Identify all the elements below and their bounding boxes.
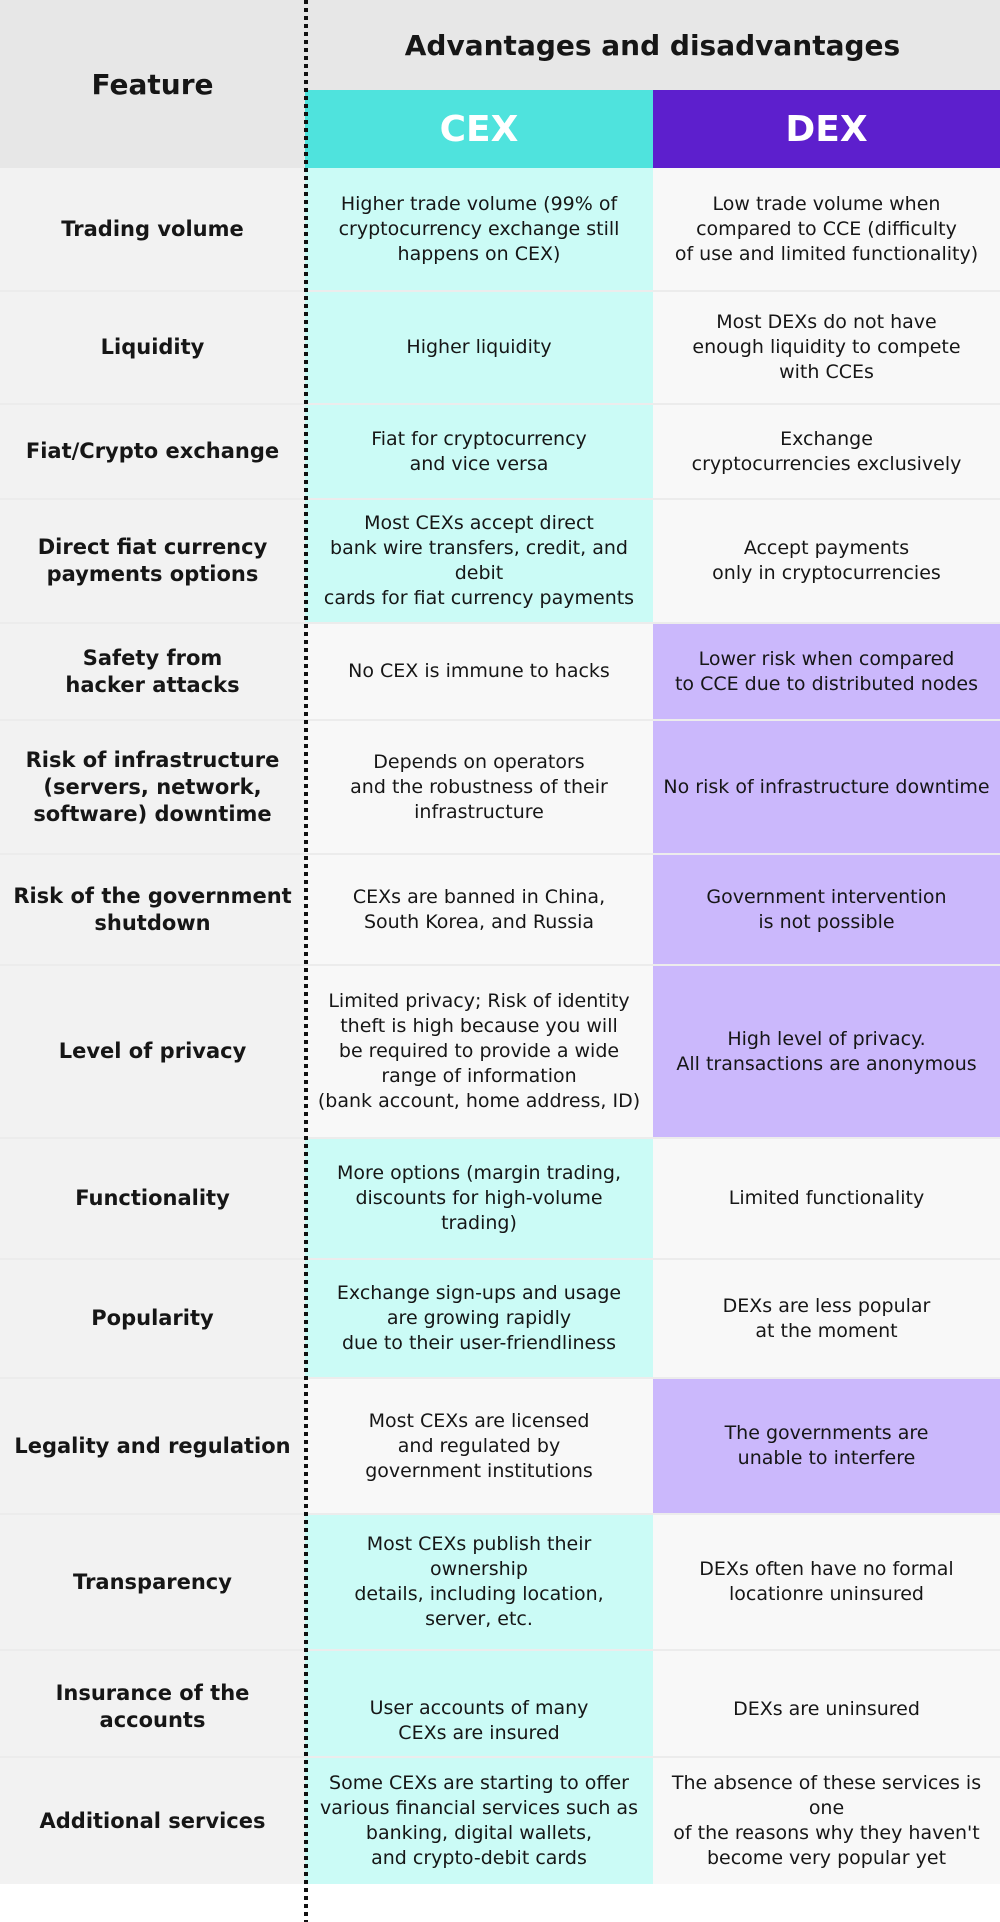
cex-cell: More options (margin trading, discounts for high-volume trading): [305, 1139, 653, 1258]
dex-cell: The absence of these services is one of the reasons why they haven't become very popular yet: [653, 1758, 1000, 1884]
dex-cell: High level of privacy. All transactions are anonymous: [653, 966, 1000, 1137]
dex-cell: No risk of infrastructure downtime: [653, 721, 1000, 853]
dex-cell: Lower risk when compared to CCE due to distributed nodes: [653, 624, 1000, 719]
feature-cell: Direct fiat currency payments options: [0, 500, 305, 622]
cex-cell: Limited privacy; Risk of identity theft is high because you will be required to provide a wide range of information (bank account, home address, ID): [305, 966, 653, 1137]
feature-cell: Insurance of the accounts: [0, 1651, 305, 1756]
table-row: [0, 624, 1000, 721]
table-row: [0, 1758, 1000, 1884]
feature-cell: Legality and regulation: [0, 1379, 305, 1513]
advantages-title: Advantages and disadvantages: [305, 0, 1000, 90]
feature-cell: Fiat/Crypto exchange: [0, 405, 305, 498]
table-row: [0, 1515, 1000, 1651]
cex-cell: Most CEXs are licensed and regulated by government institutions: [305, 1379, 653, 1513]
table-row: [0, 292, 1000, 405]
table-row: [0, 500, 1000, 624]
cex-cell: Exchange sign-ups and usage are growing rapidly due to their user-friendliness: [305, 1260, 653, 1377]
dex-cell: DEXs are uninsured: [653, 1651, 1000, 1756]
feature-cell: Additional services: [0, 1758, 305, 1884]
cex-cell: Fiat for cryptocurrency and vice versa: [305, 405, 653, 498]
feature-cell: Level of privacy: [0, 966, 305, 1137]
table-row: [0, 966, 1000, 1139]
table-row: [0, 1260, 1000, 1379]
dex-cell: Exchange cryptocurrencies exclusively: [653, 405, 1000, 498]
feature-cell: Functionality: [0, 1139, 305, 1258]
feature-cell: Risk of infrastructure (servers, network, software) downtime: [0, 721, 305, 853]
table-body: [0, 168, 1000, 1884]
feature-cell: Popularity: [0, 1260, 305, 1377]
dex-cell: Government intervention is not possible: [653, 855, 1000, 964]
dex-cell: Limited functionality: [653, 1139, 1000, 1258]
cex-cell: Depends on operators and the robustness of their infrastructure: [305, 721, 653, 853]
table-row: [0, 168, 1000, 292]
table-row: [0, 1139, 1000, 1260]
cex-cell: CEXs are banned in China, South Korea, and Russia: [305, 855, 653, 964]
table-row: [0, 1651, 1000, 1758]
cex-cell: Most CEXs publish their ownership details, including location, server, etc.: [305, 1515, 653, 1649]
feature-cell: Trading volume: [0, 168, 305, 290]
feature-cell: Transparency: [0, 1515, 305, 1649]
advantages-header-group: [305, 0, 1000, 168]
cex-cell: No CEX is immune to hacks: [305, 624, 653, 719]
feature-cell: Risk of the government shutdown: [0, 855, 305, 964]
cex-column-header: CEX: [305, 90, 653, 168]
table-row: [0, 1379, 1000, 1515]
exchange-type-headers: [305, 90, 1000, 168]
feature-cell: Liquidity: [0, 292, 305, 403]
cex-cell: User accounts of many CEXs are insured: [305, 1651, 653, 1756]
dotted-divider: [304, 0, 308, 1922]
cex-cell: Some CEXs are starting to offer various financial services such as banking, digital wallets, and crypto-debit cards: [305, 1758, 653, 1884]
table-row: [0, 721, 1000, 855]
dex-cell: DEXs often have no formal locationre uninsured: [653, 1515, 1000, 1649]
dex-cell: The governments are unable to interfere: [653, 1379, 1000, 1513]
feature-column-header: Feature: [0, 0, 305, 168]
feature-cell: Safety from hacker attacks: [0, 624, 305, 719]
cex-cell: Most CEXs accept direct bank wire transfers, credit, and debit cards for fiat currency payments: [305, 500, 653, 622]
dex-cell: Most DEXs do not have enough liquidity to compete with CCEs: [653, 292, 1000, 403]
dex-cell: Accept payments only in cryptocurrencies: [653, 500, 1000, 622]
cex-cell: Higher trade volume (99% of cryptocurrency exchange still happens on CEX): [305, 168, 653, 290]
cex-cell: Higher liquidity: [305, 292, 653, 403]
table-header: [0, 0, 1000, 168]
dex-cell: Low trade volume when compared to CCE (difficulty of use and limited functionality): [653, 168, 1000, 290]
table-row: [0, 855, 1000, 966]
dex-column-header: DEX: [653, 90, 1000, 168]
dex-cell: DEXs are less popular at the moment: [653, 1260, 1000, 1377]
table-row: [0, 405, 1000, 500]
